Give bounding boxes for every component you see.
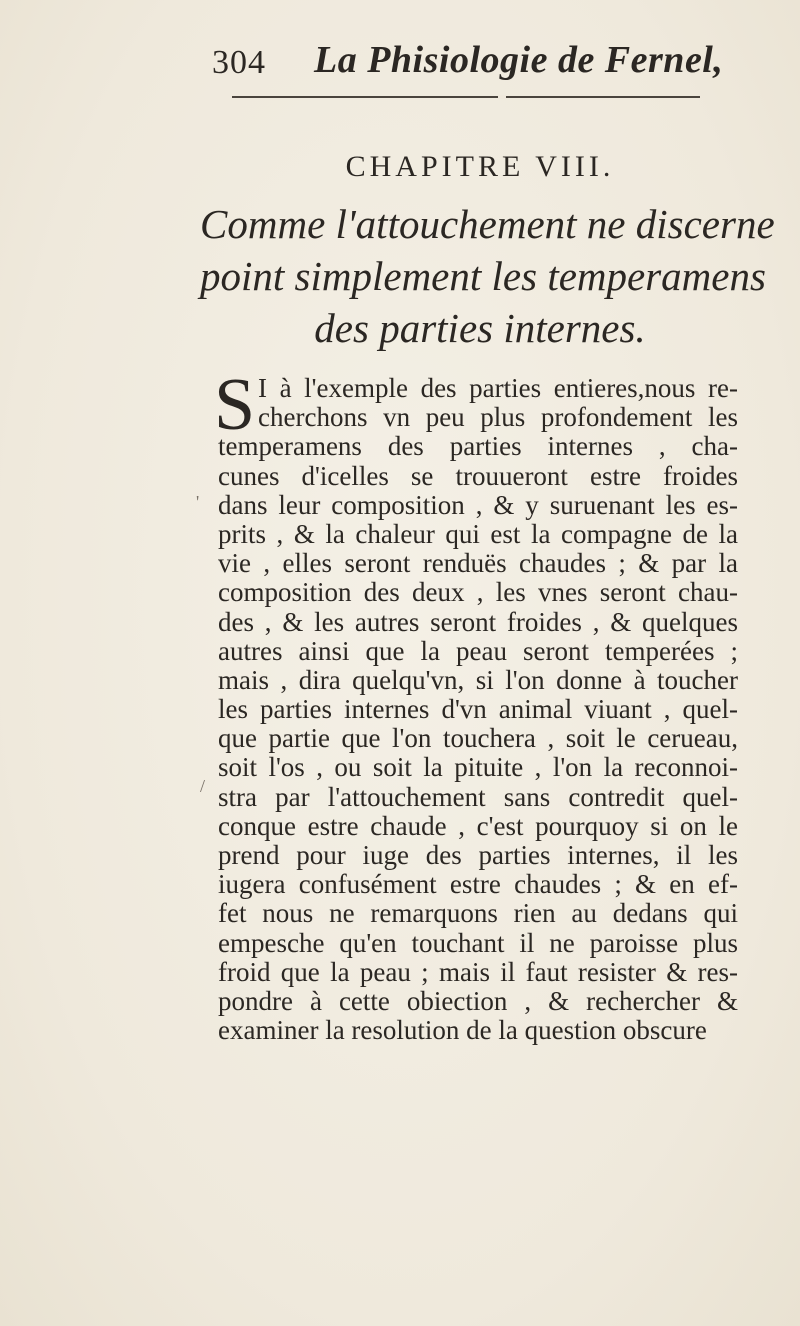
text-line: composition des deux , les vnes seront chau- [218,577,738,608]
text-line: iugera confusément estre chaudes ; & en ef- [218,869,738,900]
text-line: stra par l'attouchement sans contredit quel- [218,781,738,812]
text-line: prits , & la chaleur qui est la compagne de la [218,518,738,549]
text-line: vie , elles seront renduës chaudes ; & par la [218,548,738,579]
text-line: conque estre chaude , c'est pourquoy si on le [218,810,738,841]
text-line: pondre à cette obiection , & rechercher & [218,985,738,1016]
text-line: examiner la resolution de la question obscure [218,1015,707,1046]
chapter-title [200,198,775,354]
text-line: que partie que l'on touchera , soit le cerueau, [218,723,738,754]
text-line: des , & les autres seront froides , & quelques [218,606,738,637]
margin-mark: ' [196,492,200,512]
body-text [214,364,738,1046]
header-rule-gap [498,95,506,99]
text-line: les parties internes d'vn animal viuant , quel- [218,694,738,725]
chapter-heading: CHAPITRE VIII. [345,150,615,183]
chapter-title-line: des parties internes. [314,305,646,351]
text-line: dans leur composition , & y suruenant les es- [218,489,738,520]
text-line: prend pour iuge des parties internes, il les [218,840,738,870]
page-number: 304 [212,44,266,81]
text-line: soit l'os , ou soit la pituite , l'on la reconnoi- [218,752,738,783]
text-line: mais , dira quelqu'vn, si l'on donne à toucher [218,664,738,695]
text-line: cherchons vn peu plus profondement les [258,402,738,433]
text-line: fet nous ne remarquons rien au dedans qui [218,898,738,929]
running-title: La Phisiologie de Fernel, [314,39,724,81]
text-line: cunes d'icelles se trouueront estre froides [218,460,738,491]
text-line: I à l'exemple des parties entieres,nous re- [258,373,738,403]
chapter-title-line: Comme l'attouchement ne discerne [200,201,775,247]
text-line: temperamens des parties internes , cha- [218,431,738,462]
text-line: autres ainsi que la peau seront temperées ; [218,635,738,666]
text-line: empesche qu'en touchant il ne paroisse plus [218,927,738,958]
text-line: froid que la peau ; mais il faut resister & res- [218,956,738,987]
chapter-title-line: point simplement les temperamens [200,253,766,299]
header-rule [232,96,700,98]
margin-mark: / [200,776,206,796]
running-head [212,38,732,88]
drop-cap: S [214,364,256,446]
